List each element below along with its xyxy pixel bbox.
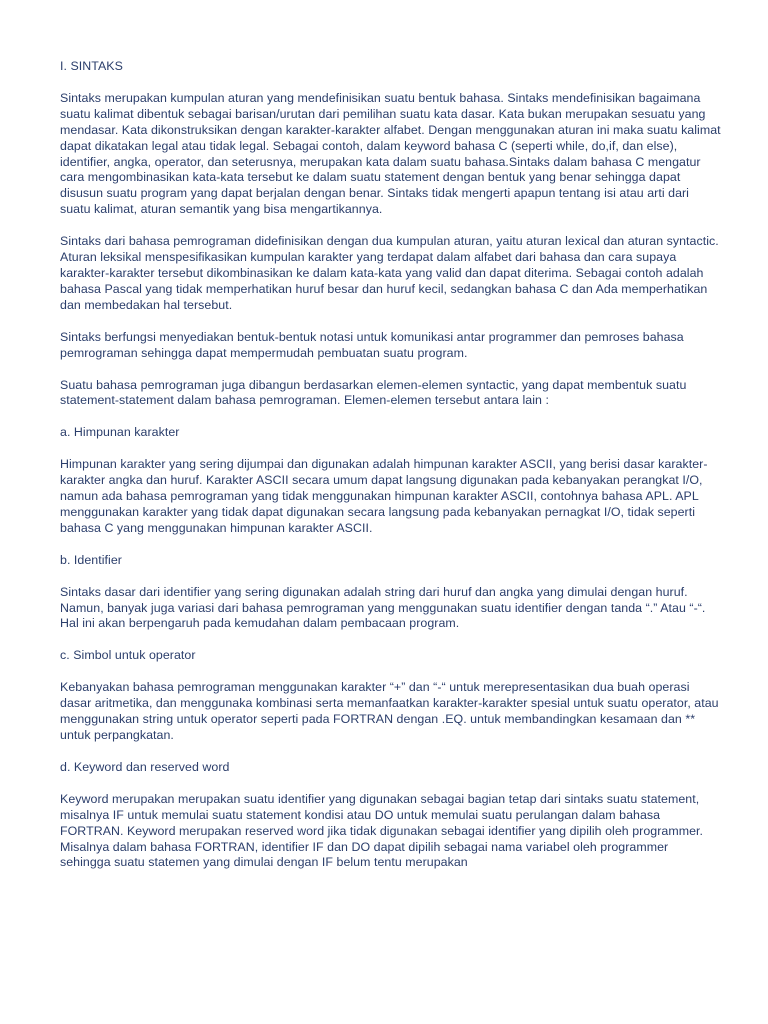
document-title: I. SINTAKS [60,59,123,73]
section-heading-keyword: d. Keyword dan reserved word [60,759,230,774]
intro-paragraph-4: Suatu bahasa pemrograman juga dibangun berdasarkan elemen-elemen syntactic, yang dapat membentuk suatu statement-statement dalam bahasa pemrograman. Elemen-elemen tersebut antara lain : [60,377,687,408]
section-body-himpunan-karakter: Himpunan karakter yang sering dijumpai dan digunakan adalah himpunan karakter ASCII, yang berisi dasar karakter-karakter angka dan huruf. Karakter ASCII secara umum dapat langsung digunakan pada kebanyakan perangkat I/O, namun ada bahasa pemrograman yang tidak menggunakan himpunan karakter ASCII, contohnya bahasa APL. APL menggunakan karakter yang tidak dapat digunakan secara langsung pada kebanyakan pernagkat I/O, tidak seperti bahasa C yang menggunakan himpunan karakter ASCII. [60,457,708,535]
section-heading-himpunan-karakter: a. Himpunan karakter [60,425,180,440]
intro-paragraph-3: Sintaks berfungsi menyediakan bentuk-bentuk notasi untuk komunikasi antar programmer dan pemroses bahasa pemrograman sehingga dapat mempermudah pembuatan suatu program. [60,329,684,360]
section-body-simbol-operator: Kebanyakan bahasa pemrograman menggunakan karakter “+” dan “-“ untuk merepresentasikan dua buah operasi dasar aritmetika, dan menggunaka kombinasi serta memanfaatkan karakter-karakter spesial untuk suatu operator, atau menggunakan string untuk operator seperti pada FORTRAN dengan .EQ. untuk membandingkan kesamaan dan ** untuk perpangkatan. [60,680,719,742]
intro-paragraph-2: Sintaks dari bahasa pemrograman didefinisikan dengan dua kumpulan aturan, yaitu aturan lexical dan aturan syntactic. Aturan leksikal menspesifikasikan kumpulan karakter yang terdapat dalam alfabet dari bahasa dan cara supaya karakter-karakter tersebut dikombinasikan ke dalam kata-kata yang valid dan dapat diterima. Sebagai contoh adalah bahasa Pascal yang tidak memperhatikan huruf besar dan huruf kecil, sedangkan bahasa C dan Ada memperhatikan dan membedakan hal tersebut. [60,234,719,312]
document-page [60,59,722,887]
section-heading-identifier: b. Identifier [60,552,122,567]
intro-paragraph-1: Sintaks merupakan kumpulan aturan yang mendefinisikan suatu bentuk bahasa. Sintaks mendefinisikan bagaimana suatu kalimat dibentuk sebagai barisan/urutan dari pemilihan suatu kata dasar. Kata bukan merupakan sesuatu yang mendasar. Kata dikonstruksikan dengan karakter-karakter alfabet. Dengan menggunakan aturan ini maka suatu kalimat dapat dikatakan legal atau tidak legal. Sebagai contoh, dalam keyword bahasa C (seperti while, do,if, dan else), identifier, angka, operator, dan seterusnya, merupakan kata dalam suatu bahasa.Sintaks dalam bahasa C mengatur cara mengombinasikan kata-kata tersebut ke dalam suatu statement dengan bentuk yang benar sehingga dapat disusun suatu program yang dapat berjalan dengan benar. Sintaks tidak mengerti apapun tentang isi atau arti dari suatu kalimat, aturan semantik yang bisa mengartikannya. [60,90,721,217]
section-body-keyword: Keyword merupakan merupakan suatu identifier yang digunakan sebagai bagian tetap dari sintaks suatu statement, misalnya IF untuk memulai suatu statement kondisi atau DO untuk memulai suatu perulangan dalam bahasa FORTRAN. Keyword merupakan reserved word jika tidak digunakan sebagai identifier yang dipilih oleh programmer. Misalnya dalam bahasa FORTRAN, identifier IF dan DO dapat dipilih sebagai nama variabel oleh programmer sehingga suatu statemen yang dimulai dengan IF belum tentu merupakan [60,791,704,870]
section-heading-simbol-operator: c. Simbol untuk operator [60,648,196,663]
section-body-identifier: Sintaks dasar dari identifier yang sering digunakan adalah string dari huruf dan angka yang dimulai dengan huruf. Namun, banyak juga variasi dari bahasa pemrograman yang menggunakan suatu identifier dengan tanda “.” Atau “-“. Hal ini akan berpengaruh pada kemudahan dalam pembacaan program. [60,584,706,631]
